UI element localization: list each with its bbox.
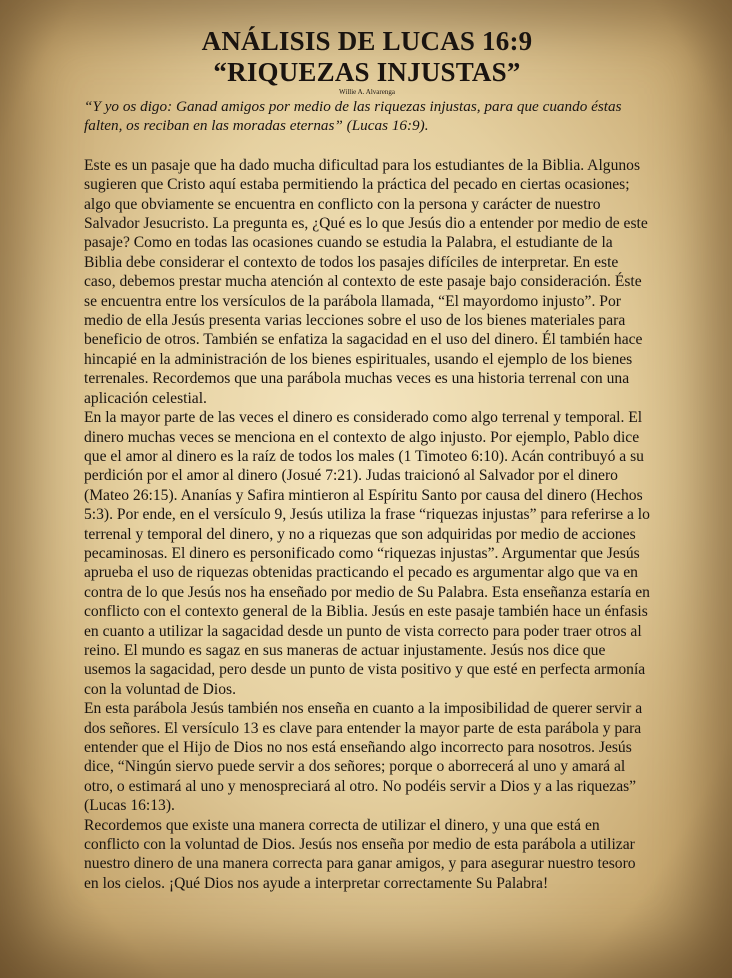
author-byline: Willie A. Alvarenga: [339, 88, 395, 96]
document-page: [84, 26, 650, 893]
title-line-1: ANÁLISIS DE LUCAS 16:9: [201, 26, 533, 56]
document-title: [84, 26, 650, 88]
spacer: [84, 136, 650, 156]
paragraph-4: Recordemos que existe una manera correcta de utilizar el dinero, y una que está en conflicto con la voluntad de Dios. Jesús nos enseña por medio de esta parábola a utilizar nuestro dinero de una manera correcta para ganar amigos, y para asegurar nuestro tesoro en los cielos. ¡Qué Dios nos ayude a interpretar correctamente Su Palabra!: [84, 816, 636, 892]
title-line-2: “RIQUEZAS INJUSTAS”: [213, 57, 521, 87]
scripture-quote: “Y yo os digo: Ganad amigos por medio de las riquezas injustas, para que cuando éstas falten, os reciban en las moradas eternas” (Lucas 16:9).: [84, 98, 622, 135]
paragraph-1: Este es un pasaje que ha dado mucha dificultad para los estudiantes de la Biblia. Algunos sugieren que Cristo aquí estaba permitiendo la práctica del pecado en ciertas ocasiones; algo que obviamente se encuentra en conflicto con la persona y carácter de nuestro Salvador Jesucristo. La pregunta es, ¿Qué es lo que Jesús dio a entender por medio de este pasaje? Como en todas las ocasiones cuando se estudia la Palabra, el estudiante de la Biblia debe considerar el contexto de todos los pasajes difíciles de interpretar. En este caso, debemos prestar mucha atención al contexto de este pasaje bajo consideración. Éste se encuentra entre los versículos de la parábola llamada, “El mayordomo injusto”. Por medio de ella Jesús presenta varias lecciones sobre el uso de los bienes materiales para beneficio de otros. También se enfatiza la sagacidad en el uso del dinero. Él también hace hincapié en la administración de los bienes espirituales, usando el ejemplo de los bienes terrenales. Recordemos que una parábola muchas veces es una historia terrenal con una aplicación celestial.: [84, 156, 648, 407]
paragraph-3: En esta parábola Jesús también nos enseña en cuanto a la imposibilidad de querer servir a dos señores. El versículo 13 es clave para entender la mayor parte de esta parábola y para entender que el Hijo de Dios no nos está enseñando algo incorrecto para nosotros. Jesús dice, “Ningún siervo puede servir a dos señores; porque o aborrecerá al uno y amará al otro, o estimará al uno y menospreciará al otro. No podéis servir a Dios y a las riquezas” (Lucas 16:13).: [84, 700, 643, 815]
paragraph-2: En la mayor parte de las veces el dinero es considerado como algo terrenal y temporal. El dinero muchas veces se menciona en el contexto de algo injusto. Por ejemplo, Pablo dice que el amor al dinero es la raíz de todos los males (1 Timoteo 6:10). Acán contribuyó a su perdición por el amor al dinero (Josué 7:21). Judas traicionó al Salvador por el dinero (Mateo 26:15). Ananías y Safira mintieron al Espíritu Santo por causa del dinero (Hechos 5:3). Por ende, en el versículo 9, Jesús utiliza la frase “riquezas injustas” para referirse a lo terrenal y temporal del dinero, y no a riquezas que son adquiridas por medio de acciones pecaminosas. El dinero es personificado como “riquezas injustas”. Argumentar que Jesús aprueba el uso de riquezas obtenidas practicando el pecado es argumentar algo que va en contra de lo que Jesús nos ha enseñado por medio de Su Palabra. Esta enseñanza estaría en conflicto con el contexto general de la Biblia. Jesús en este pasaje también hace un énfasis en cuanto a utilizar la sagacidad desde un punto de vista correcto para poder traer otros al reino. El mundo es sagaz en sus maneras de actuar injustamente. Jesús nos dice que usemos la sagacidad, pero desde un punto de vista positivo y que esté en perfecta armonía con la voluntad de Dios.: [84, 409, 650, 698]
